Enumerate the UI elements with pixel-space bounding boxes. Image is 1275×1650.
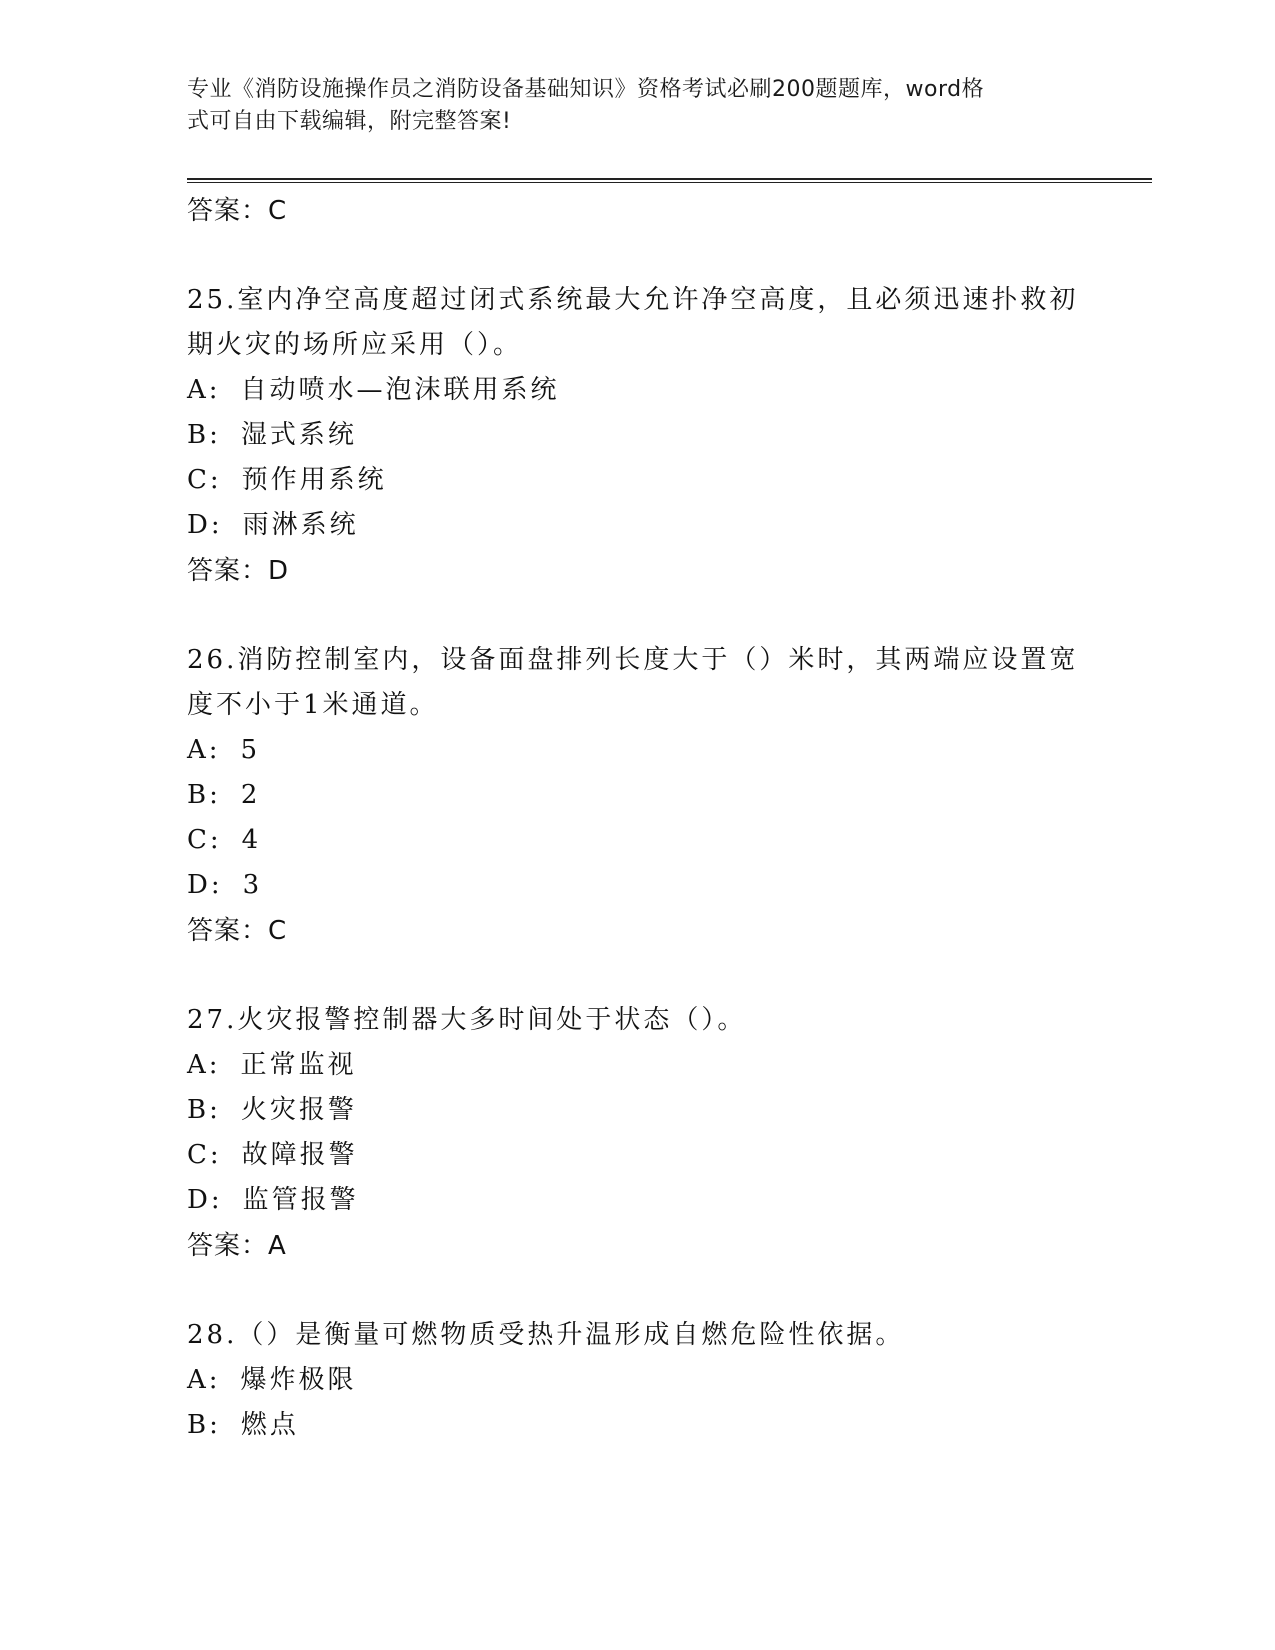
option-text: 故障报警 (241, 1140, 358, 1170)
option-letter: C: (187, 465, 222, 495)
option-letter: B: (187, 1410, 221, 1440)
option-a (187, 368, 1087, 413)
option-text: 4 (241, 825, 262, 855)
question-stem (187, 1313, 1087, 1358)
header-line-1: 专业《消防设施操作员之消防设备基础知识》资格考试必刷200题题库，word格 (187, 77, 985, 102)
option-c (187, 458, 1087, 503)
option-letter: D: (187, 1185, 223, 1215)
option-text: 5 (240, 735, 261, 765)
answer-line: 答案：C (187, 916, 288, 946)
option-text: 燃点 (240, 1410, 299, 1440)
option-d (187, 863, 1087, 908)
question-27 (187, 998, 1087, 1269)
option-d (187, 503, 1087, 548)
option-b (187, 1403, 1087, 1448)
question-stem (187, 278, 1087, 368)
stem-line: 27.火灾报警控制器大多时间处于状态（）。 (187, 1005, 747, 1035)
option-text: 爆炸极限 (240, 1365, 357, 1395)
header-line-2: 式可自由下载编辑，附完整答案! (187, 109, 512, 134)
option-a (187, 1043, 1087, 1088)
option-letter: C: (187, 1140, 222, 1170)
document-header (187, 74, 1087, 138)
option-letter: B: (187, 1095, 221, 1125)
stem-line: 期火灾的场所应采用（）。 (187, 330, 523, 360)
option-letter: A: (187, 1365, 221, 1395)
answer-line: 答案：D (187, 556, 290, 586)
option-letter: B: (187, 420, 221, 450)
option-text: 2 (240, 780, 261, 810)
stem-line: 26.消防控制室内，设备面盘排列长度大于（）米时，其两端应设置宽 (187, 645, 1079, 675)
question-28 (187, 1313, 1087, 1448)
option-text: 监管报警 (242, 1185, 359, 1215)
option-letter: D: (187, 870, 223, 900)
option-a (187, 728, 1087, 773)
question-26 (187, 638, 1087, 954)
option-letter: A: (187, 1050, 221, 1080)
option-a (187, 1358, 1087, 1403)
option-text: 正常监视 (240, 1050, 357, 1080)
option-letter: A: (187, 375, 221, 405)
option-letter: C: (187, 825, 222, 855)
option-b (187, 413, 1087, 458)
answer-line: 答案：C (187, 196, 288, 226)
header-divider (187, 178, 1152, 183)
stem-line: 25.室内净空高度超过闭式系统最大允许净空高度，且必须迅速扑救初 (187, 285, 1079, 315)
question-list (187, 188, 1087, 1492)
option-text: 自动喷水—泡沫联用系统 (240, 375, 560, 405)
answer-line: 答案：A (187, 1231, 287, 1261)
option-d (187, 1178, 1087, 1223)
question-stem (187, 638, 1087, 728)
option-letter: A: (187, 735, 221, 765)
option-c (187, 1133, 1087, 1178)
option-text: 雨淋系统 (242, 510, 359, 540)
question-stem (187, 998, 1087, 1043)
option-text: 湿式系统 (240, 420, 357, 450)
option-letter: B: (187, 780, 221, 810)
option-b (187, 773, 1087, 818)
stem-line: 28.（）是衡量可燃物质受热升温形成自燃危险性依据。 (187, 1320, 905, 1350)
stem-line: 度不小于1米通道。 (187, 690, 439, 720)
question-25 (187, 278, 1087, 594)
option-c (187, 818, 1087, 863)
option-letter: D: (187, 510, 223, 540)
option-text: 火灾报警 (240, 1095, 357, 1125)
option-b (187, 1088, 1087, 1133)
option-text: 预作用系统 (241, 465, 387, 495)
option-text: 3 (242, 870, 263, 900)
